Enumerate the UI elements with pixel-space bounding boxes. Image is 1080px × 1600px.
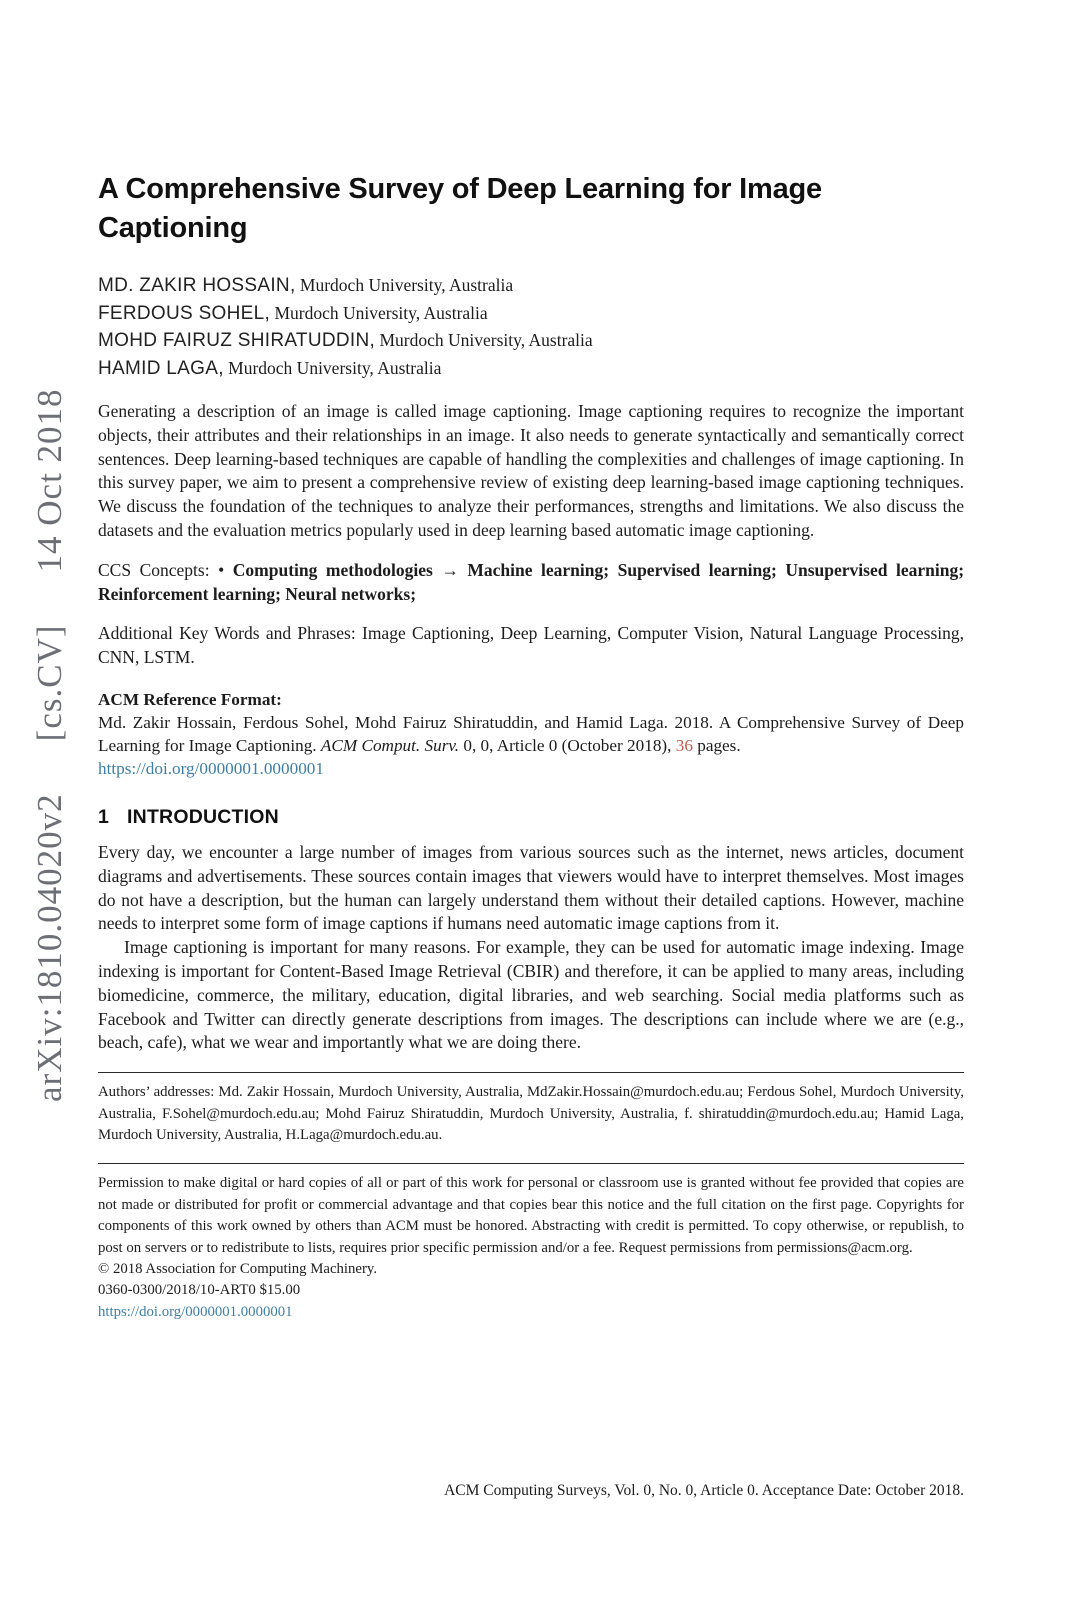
section-title: INTRODUCTION [127,805,279,828]
authors-addresses: Authors’ addresses: Md. Zakir Hossain, Murdoch University, Australia, MdZakir.Hossain@murdoch.edu.au; Ferdous Sohel, Murdoch University, Australia, F.Sohel@murdoch.edu.au; Mohd Fairuz Shiratuddin, Murdoch University, Australia, f. shiratuddin@murdoch.edu.au; Hamid Laga, Murdoch University, Australia, H.Laga@murdoch.edu.au. [98,1084,964,1143]
reference-details: 0, 0, Article 0 (October 2018), [459,735,676,755]
author-name: HAMID LAGA, [98,357,224,379]
intro-paragraph-1: Every day, we encounter a large number of images from various sources such as the internet, news articles, document diagrams and advertisements. These sources contain images that viewers would have to interpret themselves. Most images do not have a description, but the human can largely understand them without their detailed captions. However, machine needs to interpret some form of image captions if humans need automatic image captions from it. [98,841,964,934]
issn-line: 0360-0300/2018/10-ART0 $15.00 [98,1282,301,1299]
author-affiliation: Murdoch University, Australia [223,357,442,378]
reference-page-count: 36 [675,735,693,755]
journal-footer: ACM Computing Surveys, Vol. 0, No. 0, Article 0. Acceptance Date: October 2018. [444,1482,964,1499]
paper-title: A Comprehensive Survey of Deep Learning for Image Captioning [98,173,822,244]
keywords-text: Additional Key Words and Phrases: Image Captioning, Deep Learning, Computer Vision, Natural Language Processing, CNN, LSTM. [98,623,964,668]
section-number: 1 [98,805,110,828]
intro-paragraph-2: Image captioning is important for many reasons. For example, they can be used for automatic image indexing. Image indexing is important for Content-Based Image Retrieval (CBIR) and therefore, it can be applied to many areas, including biomedicine, commerce, the military, education, digital libraries, and web searching. Social media platforms such as Facebook and Twitter can directly generate descriptions from images. The descriptions can include where we are (e.g., beach, cafe), what we wear and importantly what we are doing there. [98,937,964,1053]
arxiv-date: 14 Oct 2018 [30,388,69,573]
author-name: MOHD FAIRUZ SHIRATUDDIN, [98,330,376,351]
permission-notice: Permission to make digital or hard copies of all or part of this work for personal or classroom use is granted without fee provided that copies are not made or distributed for profit or commercial advantage and that copies bear this notice and the full citation on the first page. Copyrights for components of this work owned by others than ACM must be honored. Abstracting with credit is permitted. To copy otherwise, or republish, to post on servers or to redistribute to lists, requires prior specific permission and/or a fee. Request permissions from permissions@acm.org. [98,1175,964,1256]
footnote-divider [98,1072,964,1073]
ccs-concept: Computing methodologies [232,559,433,580]
footnote-divider [98,1163,964,1164]
abstract-text: Generating a description of an image is called image captioning. Image captioning requires to recognize the important objects, their attributes and their relationships in an image. It also needs to generate syntactically and semantically correct sentences. Deep learning-based techniques are capable of handling the complexities and challenges of image captioning. In this survey paper, we aim to present a comprehensive review of existing deep learning-based image captioning techniques. We discuss the foundation of the techniques to analyze their performances, strengths and limitations. We also discuss the datasets and the evaluation metrics popularly used in deep learning based automatic image captioning. [98,401,964,540]
author-name: FERDOUS SOHEL, [98,302,271,324]
reference-journal: ACM Comput. Surv. [320,735,460,755]
copyright-line: © 2018 Association for Computing Machinery. [98,1260,378,1277]
section-heading-introduction [98,806,964,829]
ccs-arrow: → [441,559,459,580]
author-line [98,327,964,355]
ccs-subconcepts: Machine learning; Supervised learning; Unsupervised learning; Reinforcement learning; Neural networks; [98,559,965,604]
reference-authors: Md. Zakir Hossain, Ferdous Sohel, Mohd Fairuz Shiratuddin, and Hamid Laga. 2018. A Comprehensive Survey of Deep Learning for Image Captioning. [98,712,964,755]
author-affiliation: Murdoch University, Australia [295,275,514,295]
author-line [98,272,964,300]
footer-doi-link[interactable]: https://doi.org/0000001.0000001 [98,1303,293,1320]
author-block [98,272,964,382]
reference-pages-word: pages. [692,735,741,755]
paper-page [98,170,964,1323]
author-affiliation: Murdoch University, Australia [270,302,488,323]
arxiv-id: arXiv:1810.04020v2 [30,793,69,1102]
ccs-concepts [98,559,964,607]
author-affiliation: Murdoch University, Australia [375,330,593,350]
author-line [98,300,964,328]
doi-link[interactable]: https://doi.org/0000001.0000001 [98,758,324,778]
ccs-prefix: CCS Concepts: • [98,559,225,580]
arxiv-watermark [30,388,70,1102]
author-name: MD. ZAKIR HOSSAIN, [98,275,296,296]
author-line [98,355,964,383]
acm-reference-text [98,711,964,780]
arxiv-category: [cs.CV] [30,624,69,742]
acm-reference-heading: ACM Reference Format: [98,689,282,709]
